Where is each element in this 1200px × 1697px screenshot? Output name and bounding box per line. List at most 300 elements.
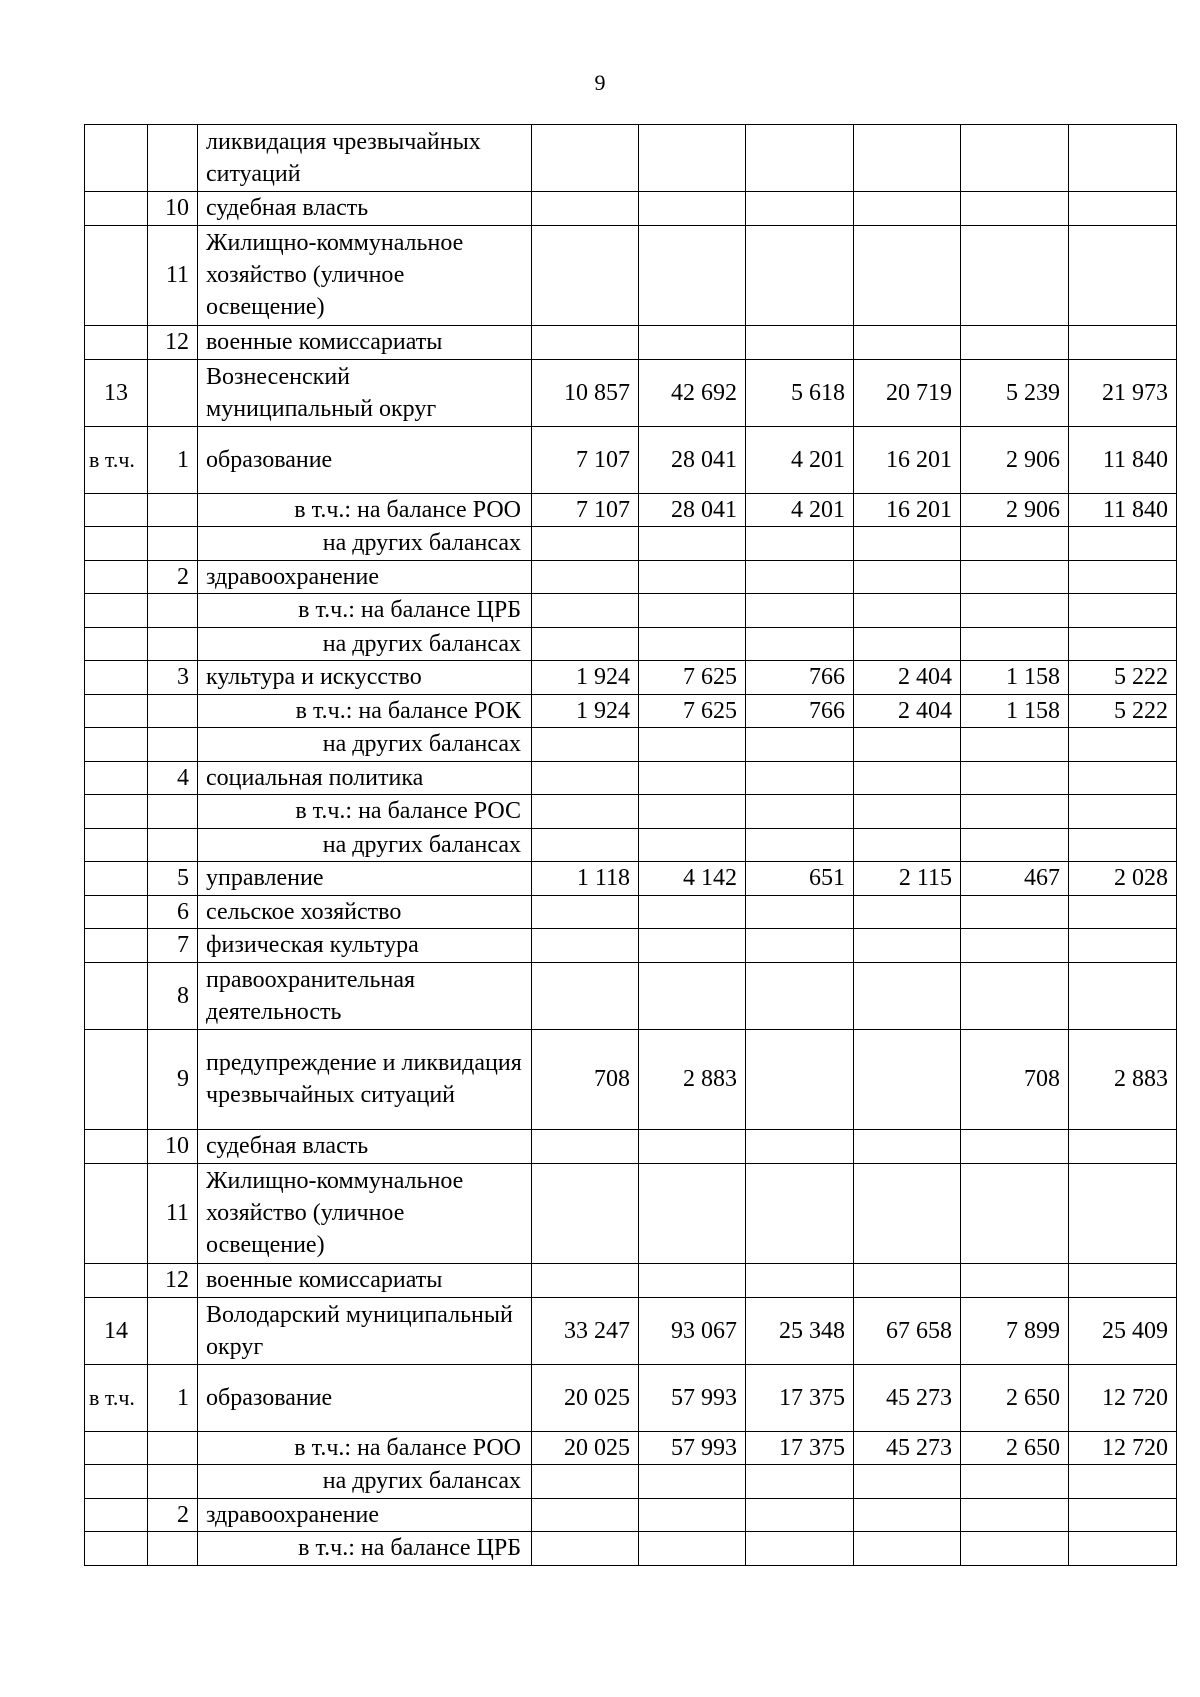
cell-value-col-2: 93 067 xyxy=(639,1297,746,1364)
table-body xyxy=(85,125,1177,1566)
cell-value-col-3 xyxy=(746,828,854,862)
cell-okrug-number xyxy=(85,560,148,594)
cell-value-col-4 xyxy=(854,560,961,594)
page-number: 9 xyxy=(594,70,606,95)
cell-item-name: физическая культура xyxy=(198,929,532,963)
table-row xyxy=(85,795,1177,829)
cell-value-col-2: 28 041 xyxy=(639,426,746,493)
cell-value-col-2: 57 993 xyxy=(639,1431,746,1465)
cell-value-col-4 xyxy=(854,594,961,628)
table-row xyxy=(85,493,1177,527)
cell-value-col-4 xyxy=(854,895,961,929)
cell-value-col-1 xyxy=(532,728,639,762)
cell-value-col-3: 766 xyxy=(746,694,854,728)
cell-value-col-4 xyxy=(854,1163,961,1264)
cell-item-name: ликвидация чрезвычайных ситуаций xyxy=(198,125,532,192)
table-row xyxy=(85,627,1177,661)
cell-item-number xyxy=(148,694,198,728)
table-row xyxy=(85,661,1177,695)
cell-value-col-6 xyxy=(1069,962,1177,1029)
cell-okrug-number xyxy=(85,828,148,862)
cell-item-name: правоохранительная деятельность xyxy=(198,962,532,1029)
cell-value-col-3 xyxy=(746,627,854,661)
cell-value-col-1 xyxy=(532,761,639,795)
cell-okrug-number xyxy=(85,694,148,728)
cell-value-col-5: 467 xyxy=(961,862,1069,896)
cell-value-col-2 xyxy=(639,929,746,963)
cell-item-number xyxy=(148,1465,198,1499)
cell-value-col-4: 2 115 xyxy=(854,862,961,896)
cell-item-name: в т.ч.: на балансе РОО xyxy=(198,493,532,527)
cell-value-col-5 xyxy=(961,560,1069,594)
cell-value-col-2 xyxy=(639,962,746,1029)
budget-table xyxy=(84,124,1177,1566)
cell-value-col-5: 5 239 xyxy=(961,359,1069,426)
cell-value-col-1 xyxy=(532,1498,639,1532)
cell-value-col-2 xyxy=(639,795,746,829)
cell-okrug-number xyxy=(85,527,148,561)
cell-value-col-1 xyxy=(532,560,639,594)
cell-value-col-3: 17 375 xyxy=(746,1364,854,1431)
cell-item-number: 11 xyxy=(148,1163,198,1264)
cell-value-col-2: 28 041 xyxy=(639,493,746,527)
cell-value-col-1: 1 118 xyxy=(532,862,639,896)
cell-value-col-2 xyxy=(639,560,746,594)
cell-value-col-2: 7 625 xyxy=(639,694,746,728)
cell-item-name: на других балансах xyxy=(198,828,532,862)
cell-okrug-number xyxy=(85,895,148,929)
cell-item-number xyxy=(148,1297,198,1364)
cell-item-number: 6 xyxy=(148,895,198,929)
cell-value-col-5 xyxy=(961,761,1069,795)
cell-value-col-1 xyxy=(532,929,639,963)
cell-value-col-3 xyxy=(746,1029,854,1130)
cell-value-col-5 xyxy=(961,795,1069,829)
cell-okrug-number xyxy=(85,1163,148,1264)
cell-item-number xyxy=(148,125,198,192)
cell-okrug-number xyxy=(85,125,148,192)
cell-value-col-2 xyxy=(639,728,746,762)
cell-value-col-4 xyxy=(854,1029,961,1130)
cell-value-col-3 xyxy=(746,594,854,628)
cell-value-col-3 xyxy=(746,1163,854,1264)
cell-value-col-5 xyxy=(961,895,1069,929)
cell-value-col-5 xyxy=(961,225,1069,326)
table-row xyxy=(85,225,1177,326)
cell-value-col-5: 2 906 xyxy=(961,493,1069,527)
cell-value-col-6 xyxy=(1069,929,1177,963)
cell-value-col-2 xyxy=(639,1465,746,1499)
cell-value-col-5: 2 650 xyxy=(961,1431,1069,1465)
cell-value-col-6: 21 973 xyxy=(1069,359,1177,426)
cell-item-name: военные комиссариаты xyxy=(198,326,532,360)
cell-item-number: 4 xyxy=(148,761,198,795)
cell-value-col-6 xyxy=(1069,594,1177,628)
cell-value-col-3: 17 375 xyxy=(746,1431,854,1465)
cell-value-col-4: 45 273 xyxy=(854,1431,961,1465)
cell-value-col-1: 20 025 xyxy=(532,1431,639,1465)
cell-value-col-3 xyxy=(746,895,854,929)
cell-value-col-2: 2 883 xyxy=(639,1029,746,1130)
cell-value-col-1 xyxy=(532,1465,639,1499)
table-row xyxy=(85,1029,1177,1130)
cell-value-col-6 xyxy=(1069,627,1177,661)
cell-item-name: здравоохранение xyxy=(198,1498,532,1532)
cell-item-number: 2 xyxy=(148,560,198,594)
cell-value-col-2: 4 142 xyxy=(639,862,746,896)
cell-item-number xyxy=(148,1431,198,1465)
cell-value-col-5 xyxy=(961,594,1069,628)
cell-value-col-6 xyxy=(1069,527,1177,561)
cell-value-col-6 xyxy=(1069,728,1177,762)
cell-value-col-5 xyxy=(961,125,1069,192)
cell-item-number: 2 xyxy=(148,1498,198,1532)
cell-item-name: в т.ч.: на балансе РОО xyxy=(198,1431,532,1465)
cell-item-name: образование xyxy=(198,1364,532,1431)
cell-value-col-4 xyxy=(854,527,961,561)
cell-item-name: на других балансах xyxy=(198,728,532,762)
cell-value-col-3 xyxy=(746,125,854,192)
cell-value-col-1 xyxy=(532,125,639,192)
cell-item-name: сельское хозяйство xyxy=(198,895,532,929)
cell-item-number xyxy=(148,828,198,862)
cell-value-col-3 xyxy=(746,761,854,795)
cell-value-col-1: 7 107 xyxy=(532,426,639,493)
cell-okrug-number xyxy=(85,862,148,896)
cell-value-col-3: 5 618 xyxy=(746,359,854,426)
cell-value-col-3 xyxy=(746,1465,854,1499)
cell-value-col-1 xyxy=(532,962,639,1029)
cell-value-col-3 xyxy=(746,1498,854,1532)
cell-value-col-3 xyxy=(746,728,854,762)
cell-value-col-4 xyxy=(854,192,961,226)
cell-okrug-number xyxy=(85,225,148,326)
cell-okrug-number xyxy=(85,627,148,661)
cell-item-name: военные комиссариаты xyxy=(198,1264,532,1298)
cell-value-col-3: 4 201 xyxy=(746,493,854,527)
cell-value-col-6: 2 028 xyxy=(1069,862,1177,896)
cell-value-col-5 xyxy=(961,527,1069,561)
cell-value-col-1 xyxy=(532,627,639,661)
cell-okrug-number xyxy=(85,1029,148,1130)
cell-value-col-1 xyxy=(532,1264,639,1298)
cell-item-name: Жилищно-коммунальное хозяйство (уличное освещение) xyxy=(198,1163,532,1264)
cell-item-number xyxy=(148,795,198,829)
table-row xyxy=(85,326,1177,360)
cell-value-col-5: 7 899 xyxy=(961,1297,1069,1364)
table-row xyxy=(85,1498,1177,1532)
cell-item-name: Жилищно-коммунальное хозяйство (уличное освещение) xyxy=(198,225,532,326)
cell-value-col-3 xyxy=(746,962,854,1029)
cell-value-col-5 xyxy=(961,1163,1069,1264)
cell-value-col-1: 7 107 xyxy=(532,493,639,527)
cell-item-name: на других балансах xyxy=(198,527,532,561)
cell-item-name: здравоохранение xyxy=(198,560,532,594)
cell-item-number: 9 xyxy=(148,1029,198,1130)
cell-okrug-number xyxy=(85,493,148,527)
cell-item-number: 5 xyxy=(148,862,198,896)
cell-value-col-2 xyxy=(639,225,746,326)
cell-value-col-1 xyxy=(532,192,639,226)
cell-value-col-6 xyxy=(1069,1130,1177,1164)
cell-value-col-6: 2 883 xyxy=(1069,1029,1177,1130)
cell-value-col-4 xyxy=(854,761,961,795)
cell-value-col-3 xyxy=(746,560,854,594)
cell-okrug-number xyxy=(85,962,148,1029)
cell-value-col-2 xyxy=(639,1130,746,1164)
cell-item-name: на других балансах xyxy=(198,627,532,661)
cell-value-col-5 xyxy=(961,828,1069,862)
cell-value-col-1 xyxy=(532,326,639,360)
cell-value-col-1 xyxy=(532,594,639,628)
cell-value-col-3 xyxy=(746,929,854,963)
cell-value-col-3 xyxy=(746,225,854,326)
cell-okrug-number xyxy=(85,326,148,360)
cell-value-col-4 xyxy=(854,1498,961,1532)
cell-value-col-4: 45 273 xyxy=(854,1364,961,1431)
cell-okrug-number xyxy=(85,1431,148,1465)
cell-okrug-number: в т.ч. xyxy=(85,1364,148,1431)
cell-value-col-6 xyxy=(1069,1264,1177,1298)
cell-item-number: 3 xyxy=(148,661,198,695)
cell-value-col-1: 1 924 xyxy=(532,661,639,695)
table-row xyxy=(85,1431,1177,1465)
cell-okrug-number xyxy=(85,1264,148,1298)
cell-item-number: 1 xyxy=(148,426,198,493)
cell-value-col-2 xyxy=(639,1264,746,1298)
cell-item-name: в т.ч.: на балансе РОС xyxy=(198,795,532,829)
cell-item-number xyxy=(148,1532,198,1566)
cell-value-col-3 xyxy=(746,1264,854,1298)
cell-value-col-4: 2 404 xyxy=(854,661,961,695)
cell-value-col-6 xyxy=(1069,1498,1177,1532)
cell-value-col-5 xyxy=(961,929,1069,963)
cell-item-name: на других балансах xyxy=(198,1465,532,1499)
cell-value-col-5: 2 906 xyxy=(961,426,1069,493)
cell-value-col-5: 1 158 xyxy=(961,694,1069,728)
cell-value-col-1: 33 247 xyxy=(532,1297,639,1364)
cell-value-col-3 xyxy=(746,1130,854,1164)
cell-value-col-6 xyxy=(1069,828,1177,862)
cell-value-col-6 xyxy=(1069,1465,1177,1499)
cell-value-col-5: 2 650 xyxy=(961,1364,1069,1431)
cell-value-col-5 xyxy=(961,962,1069,1029)
cell-value-col-2 xyxy=(639,895,746,929)
cell-value-col-4 xyxy=(854,1130,961,1164)
cell-okrug-number xyxy=(85,192,148,226)
cell-value-col-4: 16 201 xyxy=(854,426,961,493)
cell-value-col-1: 20 025 xyxy=(532,1364,639,1431)
cell-okrug-number xyxy=(85,761,148,795)
cell-value-col-5 xyxy=(961,1465,1069,1499)
cell-value-col-6 xyxy=(1069,125,1177,192)
cell-value-col-4: 20 719 xyxy=(854,359,961,426)
cell-value-col-5 xyxy=(961,1498,1069,1532)
cell-value-col-2 xyxy=(639,828,746,862)
cell-value-col-6: 25 409 xyxy=(1069,1297,1177,1364)
table-row xyxy=(85,1364,1177,1431)
cell-value-col-2 xyxy=(639,594,746,628)
cell-okrug-number: 14 xyxy=(85,1297,148,1364)
cell-value-col-3: 25 348 xyxy=(746,1297,854,1364)
cell-value-col-6 xyxy=(1069,326,1177,360)
cell-value-col-3: 651 xyxy=(746,862,854,896)
cell-value-col-6 xyxy=(1069,761,1177,795)
cell-value-col-2 xyxy=(639,761,746,795)
cell-value-col-2 xyxy=(639,326,746,360)
cell-value-col-2 xyxy=(639,527,746,561)
cell-value-col-1 xyxy=(532,895,639,929)
cell-item-name: в т.ч.: на балансе ЦРБ xyxy=(198,1532,532,1566)
cell-value-col-1: 708 xyxy=(532,1029,639,1130)
cell-item-number xyxy=(148,359,198,426)
cell-value-col-3 xyxy=(746,527,854,561)
table-row xyxy=(85,728,1177,762)
table-row xyxy=(85,594,1177,628)
cell-item-name: судебная власть xyxy=(198,1130,532,1164)
cell-value-col-6: 11 840 xyxy=(1069,493,1177,527)
cell-value-col-2: 42 692 xyxy=(639,359,746,426)
cell-value-col-1: 1 924 xyxy=(532,694,639,728)
cell-value-col-1 xyxy=(532,795,639,829)
table-row xyxy=(85,761,1177,795)
cell-value-col-2 xyxy=(639,125,746,192)
table-row xyxy=(85,192,1177,226)
cell-value-col-4: 16 201 xyxy=(854,493,961,527)
cell-value-col-4 xyxy=(854,1264,961,1298)
table-row xyxy=(85,1264,1177,1298)
table-row xyxy=(85,828,1177,862)
cell-item-number xyxy=(148,728,198,762)
cell-item-number: 11 xyxy=(148,225,198,326)
cell-okrug-number xyxy=(85,1532,148,1566)
cell-item-name: Володарский муниципальный округ xyxy=(198,1297,532,1364)
cell-value-col-6: 12 720 xyxy=(1069,1431,1177,1465)
cell-value-col-4: 67 658 xyxy=(854,1297,961,1364)
table-row xyxy=(85,1465,1177,1499)
cell-value-col-5 xyxy=(961,326,1069,360)
cell-value-col-4 xyxy=(854,728,961,762)
cell-okrug-number xyxy=(85,594,148,628)
cell-value-col-5: 1 158 xyxy=(961,661,1069,695)
table-row xyxy=(85,1297,1177,1364)
cell-item-number: 7 xyxy=(148,929,198,963)
cell-value-col-1 xyxy=(532,225,639,326)
cell-item-number: 12 xyxy=(148,1264,198,1298)
cell-value-col-3 xyxy=(746,1532,854,1566)
cell-value-col-6 xyxy=(1069,895,1177,929)
cell-value-col-6 xyxy=(1069,560,1177,594)
table-row xyxy=(85,1130,1177,1164)
cell-item-name: в т.ч.: на балансе ЦРБ xyxy=(198,594,532,628)
cell-value-col-6: 5 222 xyxy=(1069,661,1177,695)
cell-value-col-2: 7 625 xyxy=(639,661,746,695)
cell-value-col-3: 766 xyxy=(746,661,854,695)
cell-value-col-3 xyxy=(746,795,854,829)
cell-value-col-5 xyxy=(961,728,1069,762)
cell-value-col-1 xyxy=(532,1163,639,1264)
table-row xyxy=(85,694,1177,728)
cell-value-col-4 xyxy=(854,1465,961,1499)
cell-value-col-4 xyxy=(854,1532,961,1566)
cell-item-name: управление xyxy=(198,862,532,896)
cell-value-col-4 xyxy=(854,125,961,192)
cell-value-col-5 xyxy=(961,1532,1069,1566)
table-row xyxy=(85,125,1177,192)
cell-okrug-number: в т.ч. xyxy=(85,426,148,493)
cell-item-name: Вознесенский муниципальный округ xyxy=(198,359,532,426)
cell-value-col-2 xyxy=(639,1532,746,1566)
cell-value-col-4 xyxy=(854,795,961,829)
cell-okrug-number xyxy=(85,929,148,963)
cell-item-number xyxy=(148,594,198,628)
cell-okrug-number: 13 xyxy=(85,359,148,426)
cell-item-name: социальная политика xyxy=(198,761,532,795)
table-row xyxy=(85,359,1177,426)
cell-okrug-number xyxy=(85,795,148,829)
cell-value-col-3: 4 201 xyxy=(746,426,854,493)
cell-value-col-5 xyxy=(961,627,1069,661)
cell-item-number: 12 xyxy=(148,326,198,360)
cell-value-col-4 xyxy=(854,962,961,1029)
cell-item-name: предупреждение и ликвидация чрезвычайных ситуаций xyxy=(198,1029,532,1130)
cell-okrug-number xyxy=(85,728,148,762)
cell-value-col-5 xyxy=(961,1130,1069,1164)
cell-value-col-4 xyxy=(854,929,961,963)
cell-value-col-6: 12 720 xyxy=(1069,1364,1177,1431)
cell-value-col-1 xyxy=(532,828,639,862)
cell-value-col-6 xyxy=(1069,225,1177,326)
cell-item-number: 1 xyxy=(148,1364,198,1431)
cell-value-col-4 xyxy=(854,627,961,661)
cell-value-col-6: 5 222 xyxy=(1069,694,1177,728)
cell-value-col-4: 2 404 xyxy=(854,694,961,728)
cell-okrug-number xyxy=(85,1465,148,1499)
cell-item-name: судебная власть xyxy=(198,192,532,226)
cell-value-col-3 xyxy=(746,326,854,360)
cell-value-col-3 xyxy=(746,192,854,226)
cell-value-col-4 xyxy=(854,828,961,862)
table-row xyxy=(85,527,1177,561)
cell-value-col-2 xyxy=(639,1498,746,1532)
table-row xyxy=(85,962,1177,1029)
cell-value-col-6: 11 840 xyxy=(1069,426,1177,493)
cell-okrug-number xyxy=(85,1498,148,1532)
cell-item-number xyxy=(148,627,198,661)
cell-value-col-6 xyxy=(1069,795,1177,829)
cell-value-col-2 xyxy=(639,192,746,226)
cell-value-col-1 xyxy=(532,527,639,561)
cell-value-col-1 xyxy=(532,1532,639,1566)
cell-value-col-4 xyxy=(854,225,961,326)
cell-value-col-2: 57 993 xyxy=(639,1364,746,1431)
cell-value-col-6 xyxy=(1069,192,1177,226)
cell-okrug-number xyxy=(85,661,148,695)
table-row xyxy=(85,895,1177,929)
cell-value-col-4 xyxy=(854,326,961,360)
cell-value-col-6 xyxy=(1069,1532,1177,1566)
table-row xyxy=(85,1163,1177,1264)
table-row xyxy=(85,426,1177,493)
cell-item-number xyxy=(148,527,198,561)
cell-item-name: в т.ч.: на балансе РОК xyxy=(198,694,532,728)
table-row xyxy=(85,560,1177,594)
cell-item-number: 10 xyxy=(148,192,198,226)
cell-item-number: 8 xyxy=(148,962,198,1029)
cell-value-col-6 xyxy=(1069,1163,1177,1264)
cell-item-name: образование xyxy=(198,426,532,493)
table-row xyxy=(85,862,1177,896)
